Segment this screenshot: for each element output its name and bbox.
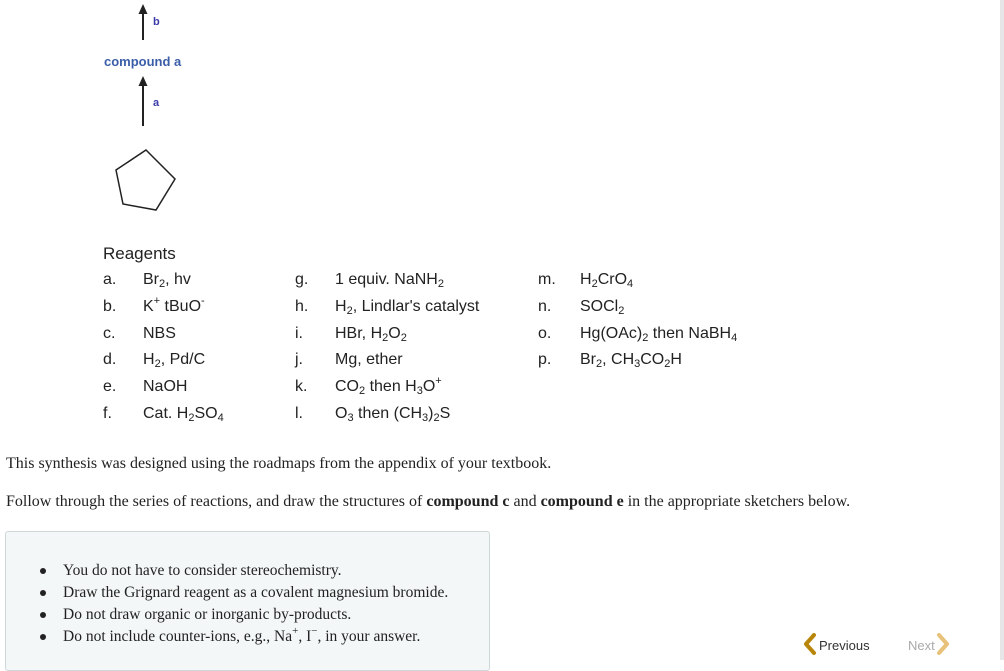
instruction-text <box>6 493 850 511</box>
reagent-text: $H_2CrO_4$ <box>580 271 634 290</box>
arrow-b-label: b <box>153 16 160 28</box>
reagent-text: $Br_2$, hv <box>143 271 191 290</box>
cyclopentane-structure <box>116 150 175 210</box>
reagent-text: NaOH <box>143 378 188 395</box>
reagent-letter: a. <box>103 271 117 288</box>
instruction-part: and <box>509 493 541 510</box>
reagent-text: 1 equiv. NaNH$_2$ <box>335 271 444 290</box>
scheme-drawing <box>0 0 1004 240</box>
instruction-part: in the appropriate sketchers below. <box>623 493 851 510</box>
reagent-text: $Br_2$, $CH_3CO_2H$ <box>580 351 682 370</box>
reagent-letter: k. <box>295 378 308 395</box>
compound-c-ref: compound c <box>426 493 510 510</box>
reagents-title: Reagents <box>103 244 176 263</box>
reagent-text: NBS <box>143 325 176 342</box>
reagent-text: $CO_2$ then $H_3O^+$ <box>335 375 442 397</box>
note-item: Do not draw organic or inorganic by-products. <box>26 604 448 626</box>
compound-e-ref: compound e <box>540 493 624 510</box>
reagent-text: HBr, $H_2O_2$ <box>335 325 407 344</box>
arrow-a-head <box>139 76 148 86</box>
arrow-a-label: a <box>153 97 160 109</box>
notes-box <box>5 531 490 671</box>
chevron-left-icon <box>803 633 817 655</box>
reagent-letter: n. <box>538 298 552 315</box>
reagent-letter: i. <box>295 325 303 342</box>
reagent-text: $Hg(OAc)_2$ then NaBH$_4$ <box>580 325 738 344</box>
chevron-right-icon <box>936 633 950 655</box>
reagent-letter: o. <box>538 325 552 342</box>
reaction-scheme <box>0 0 1004 240</box>
reagent-letter: b. <box>103 298 117 315</box>
reagent-text: $O_3$ then $(CH_3)_2S$ <box>335 405 451 424</box>
note-item: Draw the Grignard reagent as a covalent magnesium bromide. <box>26 582 448 604</box>
reagent-letter: m. <box>538 271 556 288</box>
next-label: Next <box>908 638 935 653</box>
reagent-text: Cat. $H_2SO_4$ <box>143 405 224 424</box>
reagent-text: SOCl$_2$ <box>580 298 625 317</box>
reagent-text: Mg, ether <box>335 351 403 368</box>
vertical-scrollbar[interactable] <box>1000 0 1004 660</box>
reagent-letter: e. <box>103 378 117 395</box>
previous-label: Previous <box>819 638 870 653</box>
note-item: Do not include counter-ions, e.g., Na+, I−, in your answer. <box>26 626 448 648</box>
reagent-text: $H_2$, Lindlar's catalyst <box>335 298 480 317</box>
previous-button[interactable] <box>803 630 883 656</box>
notes-list <box>26 560 448 648</box>
reagent-letter: c. <box>103 325 116 342</box>
reagent-letter: j. <box>295 351 303 368</box>
next-button[interactable] <box>908 630 956 656</box>
reagent-letter: p. <box>538 351 552 368</box>
reagent-letter: l. <box>295 405 303 422</box>
intro-text: This synthesis was designed using the roadmaps from the appendix of your textbook. <box>6 455 552 472</box>
note-item: You do not have to consider stereochemistry. <box>26 560 448 582</box>
reagent-text: $H_2$, Pd/C <box>143 351 206 370</box>
reagent-letter: g. <box>295 271 309 288</box>
reagent-letter: f. <box>103 405 112 422</box>
arrow-b-head <box>139 4 148 14</box>
compound-a-label: compound a <box>104 54 182 69</box>
reagent-text: K+ tBuO- <box>143 295 205 315</box>
instruction-part: Follow through the series of reactions, and draw the structures of <box>6 493 427 510</box>
reagent-letter: h. <box>295 298 309 315</box>
reagent-letter: d. <box>103 351 117 368</box>
